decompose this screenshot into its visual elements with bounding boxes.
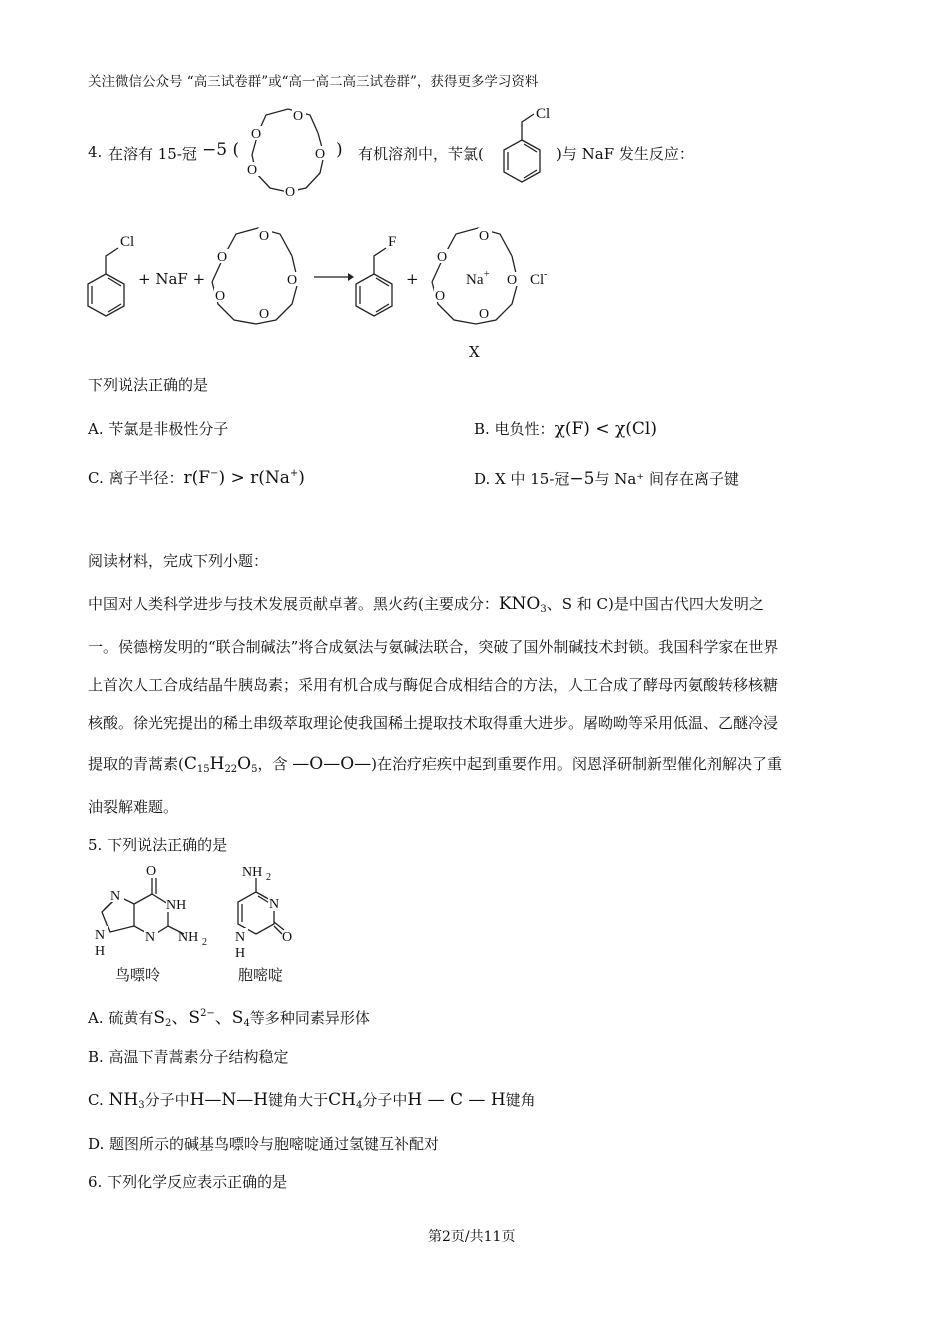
product-x-label: X [469, 343, 480, 361]
benzyl-chloride-structure [490, 100, 560, 196]
svg-text:O: O [282, 930, 293, 945]
cl-label: Cl [536, 106, 551, 122]
svg-text:-: - [544, 269, 548, 280]
q4-crown-label: −5 ( [202, 140, 240, 160]
svg-text:O: O [435, 289, 446, 304]
q4-option-d: D. X 中 15-冠−5与 Na⁺ 间存在离子键 [474, 469, 739, 489]
crown-ether-structure [228, 100, 338, 200]
svg-text:N: N [269, 897, 280, 912]
passage-line-1: 中国对人类科学进步与技术发展贡献卓著。黑火药(主要成分：$KNO_3$、S 和 C)是中国古代四大发明之 [88, 594, 764, 615]
svg-text:O: O [507, 273, 518, 288]
page-footer: 第2页/共11页 [428, 1229, 516, 1245]
svg-text:H: H [95, 944, 106, 959]
svg-text:2: 2 [266, 872, 271, 883]
q4-text-b: 有机溶剂中，苄氯( [358, 145, 484, 163]
svg-text:N: N [145, 930, 156, 945]
svg-text:O: O [315, 147, 326, 162]
svg-text:N: N [235, 930, 246, 945]
q5-stem: 5. 下列说法正确的是 [88, 836, 228, 854]
passage-line-6: 油裂解难题。 [88, 798, 179, 816]
svg-text:H: H [235, 946, 246, 961]
q5-option-c: C. $NH_3$分子中H—N—H键角大于$CH_4$分子中H — C — H键角 [88, 1090, 536, 1111]
reaction-plus-naf: + NaF + [138, 270, 206, 288]
passage-line-3: 上首次人工合成结晶牛胰岛素；采用有机合成与酶促合成相结合的方法，人工合成了酵母丙氨酸转移核糖 [88, 676, 779, 694]
svg-text:O: O [217, 250, 228, 265]
svg-text:+: + [484, 269, 490, 280]
reaction-benzyl-chloride [82, 230, 142, 330]
svg-text:O: O [437, 250, 448, 265]
guanine-structure [88, 862, 214, 962]
svg-text:O: O [215, 289, 226, 304]
cytosine-name: 胞嘧啶 [238, 966, 284, 984]
svg-text:O: O [259, 229, 270, 244]
benzyl-fluoride-structure [350, 230, 410, 330]
q4-crown-close: ) [336, 140, 343, 160]
passage-intro: 阅读材料，完成下列小题： [88, 552, 269, 570]
svg-text:Cl: Cl [120, 234, 135, 250]
svg-text:Na: Na [466, 272, 484, 288]
svg-text:O: O [479, 307, 490, 322]
q4-number: 4. [88, 143, 103, 161]
q5-option-a: A. 硫黄有$S_2$、$S^{2-}$、$S_4$等多种同素异形体 [88, 1008, 370, 1029]
svg-text:NH: NH [178, 930, 199, 945]
svg-text:O: O [251, 127, 262, 142]
svg-text:O: O [287, 273, 298, 288]
product-x-structure [418, 220, 558, 338]
header-note: 关注微信公众号 “高三试卷群”或“高一高二高三试卷群”，获得更多学习资料 [88, 74, 539, 90]
passage-line-4: 核酸。徐光宪提出的稀土串级萃取理论使我国稀土提取技术取得重大进步。屠呦呦等采用低温、乙醚冷浸 [88, 714, 779, 732]
svg-text:O: O [479, 229, 490, 244]
svg-text:N: N [95, 928, 106, 943]
passage-line-5: 提取的青蒿素($C_{15}H_{22}O_5$，含 —O—O—)在治疗疟疾中起到重要作用。闵恩泽研制新型催化剂解决了重 [88, 754, 783, 775]
svg-text:O: O [146, 864, 157, 879]
svg-text:NH: NH [242, 865, 263, 880]
svg-text:O: O [285, 185, 296, 200]
svg-text:O: O [259, 307, 270, 322]
q4-option-c: C. 离子半径：r(F−) > r(Na+) [88, 468, 305, 488]
svg-text:N: N [110, 889, 121, 904]
svg-text:O: O [293, 109, 304, 124]
q6-stem: 6. 下列化学反应表示正确的是 [88, 1173, 288, 1191]
q5-option-d: D. 题图所示的碱基鸟嘌呤与胞嘧啶通过氢键互补配对 [88, 1135, 440, 1153]
q4-text-c: )与 NaF 发生反应： [556, 145, 694, 163]
q4-option-a: A. 苄氯是非极性分子 [88, 420, 229, 438]
passage-line-2: 一。侯德榜发明的“联合制碱法”将合成氨法与氨碱法联合，突破了国外制碱技术封锁。我国科学家在世界 [88, 638, 779, 656]
guanine-name: 鸟嘌呤 [115, 966, 161, 984]
svg-text:O: O [247, 163, 258, 178]
q4-option-b: B. 电负性：χ(F) < χ(Cl) [474, 419, 657, 439]
q4-question: 下列说法正确的是 [88, 376, 209, 394]
svg-text:Cl: Cl [530, 272, 545, 288]
cytosine-structure [228, 862, 308, 962]
reaction-arrow [314, 270, 354, 284]
reaction-crown-ether [198, 220, 313, 335]
q5-option-b: B. 高温下青蒿素分子结构稳定 [88, 1048, 289, 1066]
reaction-plus: + [406, 270, 419, 288]
svg-text:NH: NH [166, 898, 187, 913]
q4-text-a: 在溶有 15-冠 [108, 145, 197, 163]
svg-text:F: F [388, 234, 397, 250]
svg-text:2: 2 [202, 937, 207, 948]
